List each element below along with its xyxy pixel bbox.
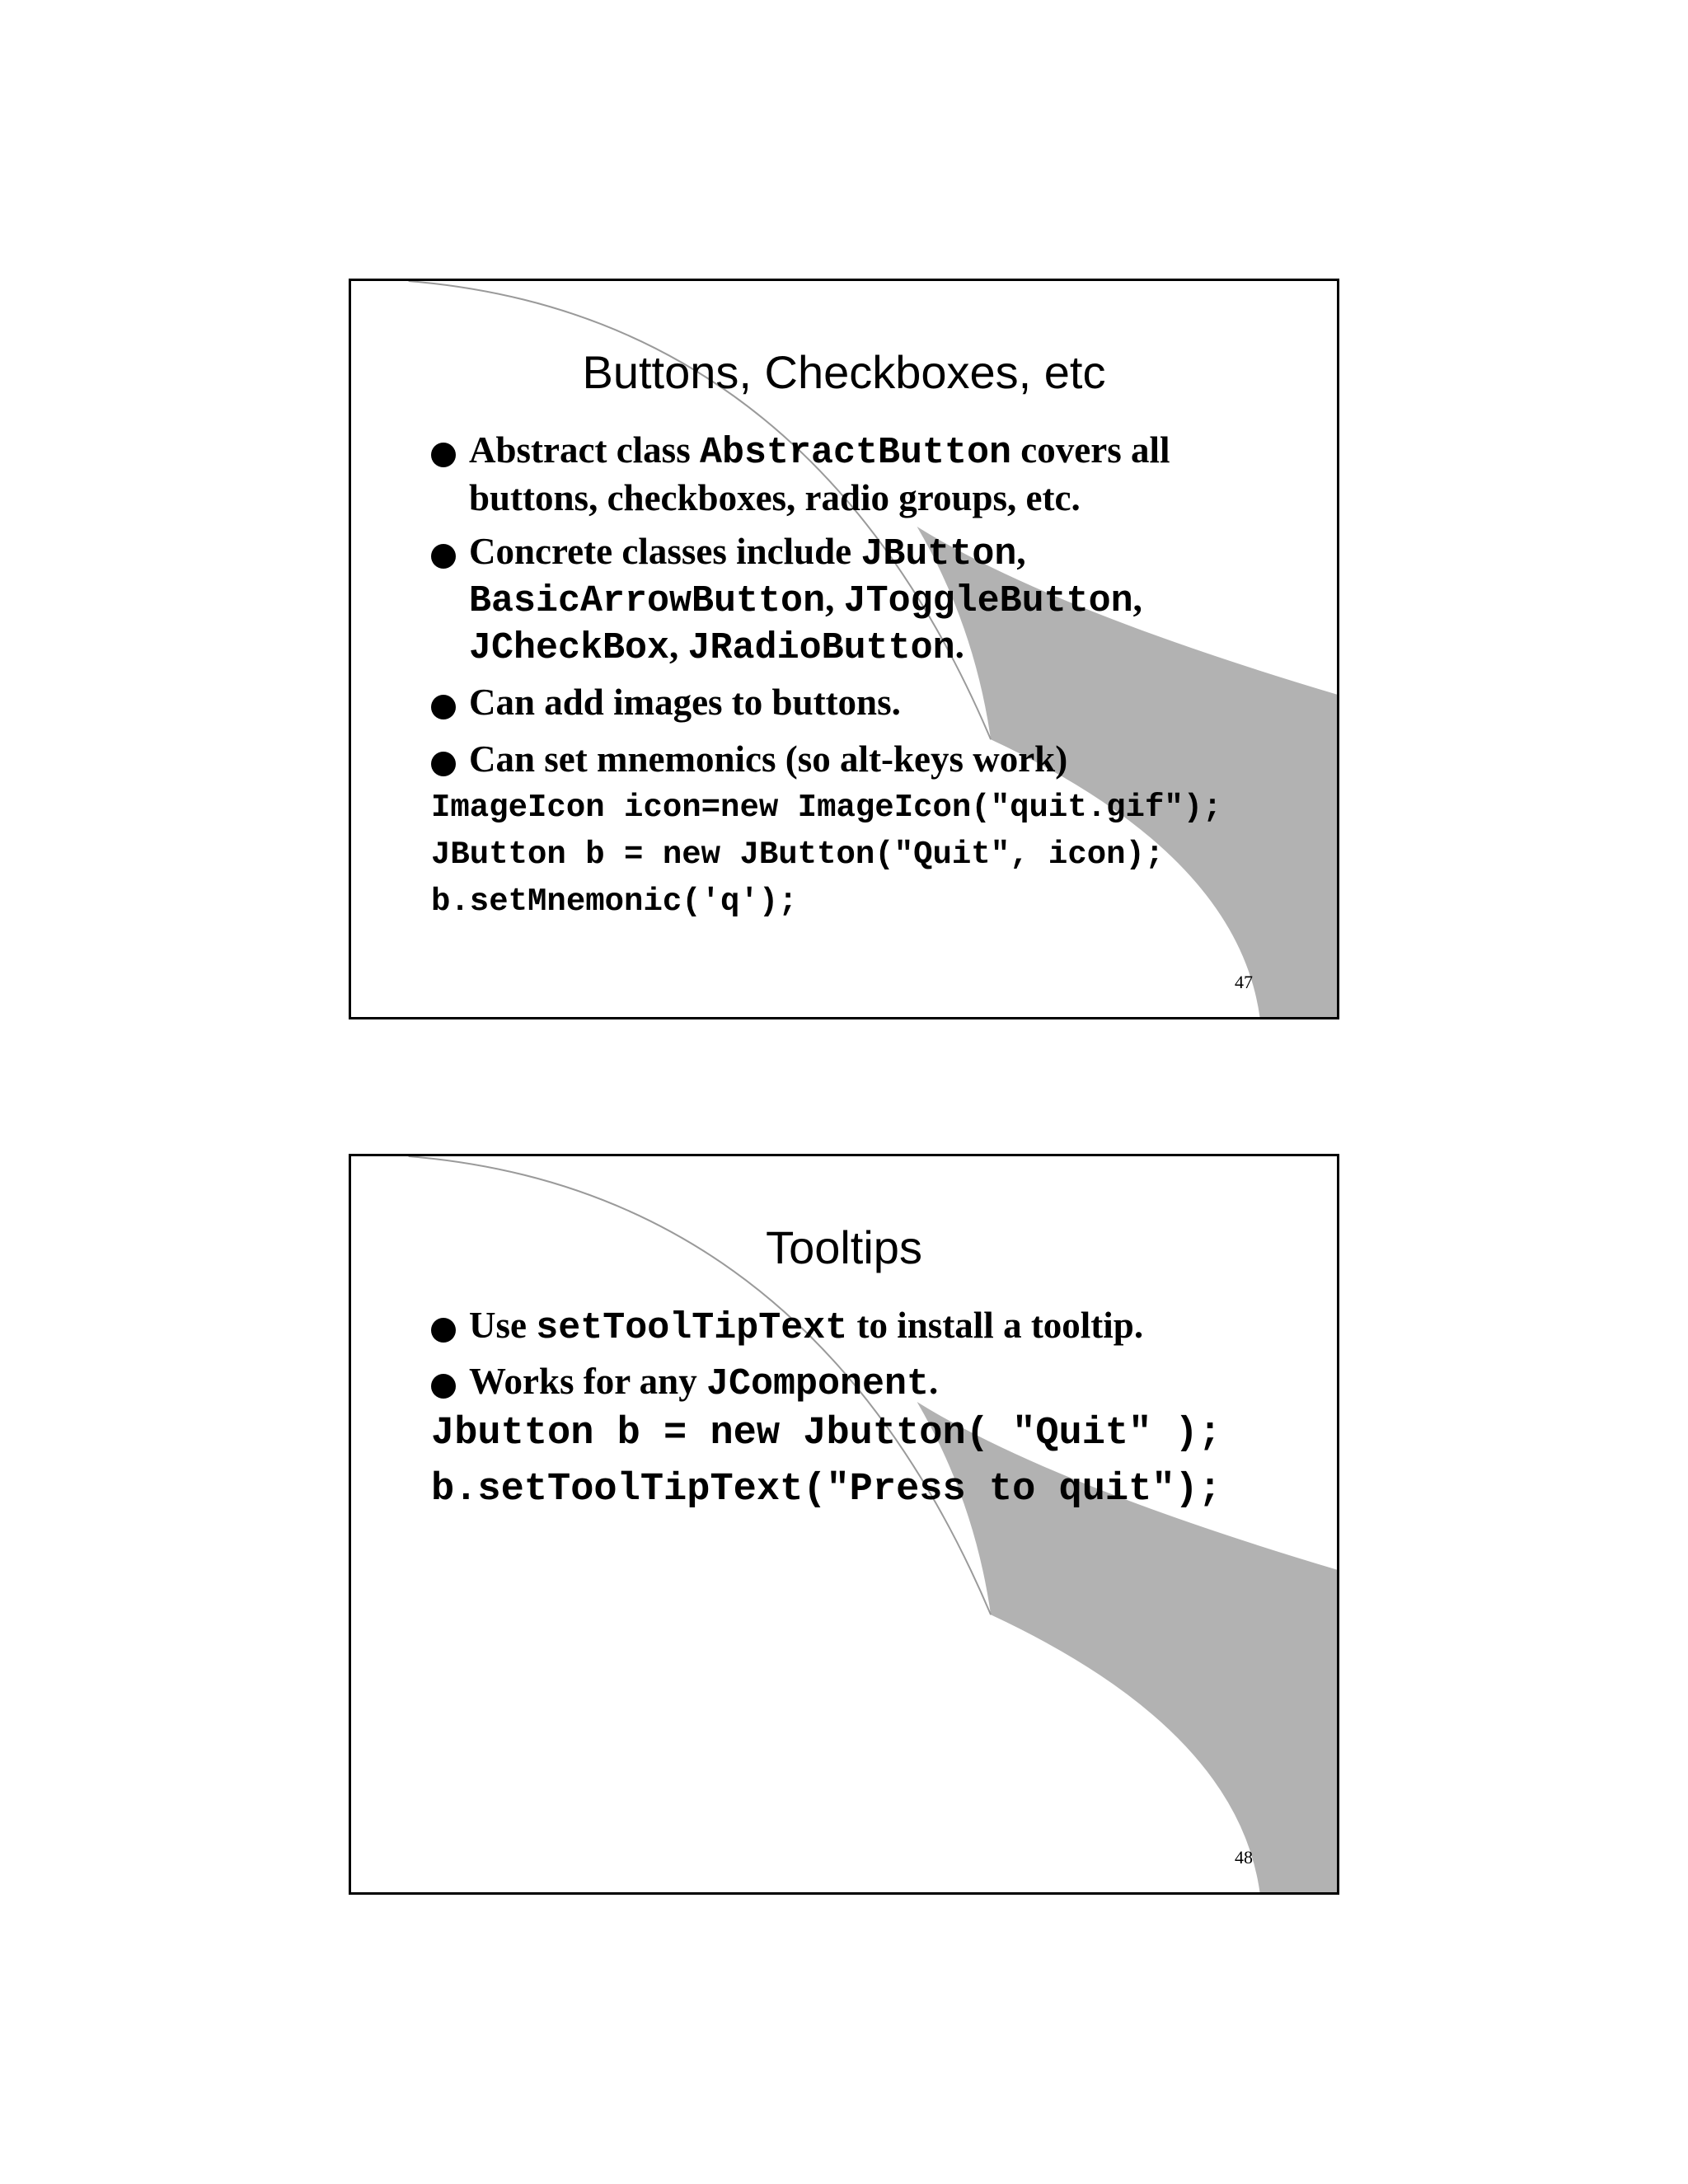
slide-47 xyxy=(349,279,1339,1019)
bullet-text: Can add images to buttons. xyxy=(469,682,901,723)
bullet-dot-icon xyxy=(431,1374,456,1399)
bullet-text-continuation: buttons, checkboxes, radio groups, etc. xyxy=(469,477,1081,518)
slide-title: Tooltips xyxy=(766,1221,922,1273)
bullet-dot-icon xyxy=(431,443,456,467)
code-line: JButton b = new JButton("Quit", icon); xyxy=(431,837,1165,873)
slide-48 xyxy=(349,1154,1339,1895)
code-line: ImageIcon icon=new ImageIcon("quit.gif"); xyxy=(431,790,1222,826)
page-number: 47 xyxy=(1235,972,1253,992)
bullet-dot-icon xyxy=(431,544,456,569)
bullet-text-continuation: BasicArrowButton, JToggleButton, xyxy=(469,578,1142,622)
page-number: 48 xyxy=(1235,1847,1253,1868)
bullet-text: Concrete classes include JButton, xyxy=(469,531,1026,575)
code-line: b.setToolTipText("Press to quit"); xyxy=(431,1468,1221,1511)
bullet-text: Abstract class AbstractButton covers all xyxy=(469,429,1170,474)
bullet-dot-icon xyxy=(431,752,456,776)
bullet-text-continuation: JCheckBox, JRadioButton. xyxy=(469,625,964,669)
bullet-dot-icon xyxy=(431,695,456,719)
code-line: Jbutton b = new Jbutton( "Quit" ); xyxy=(431,1412,1221,1455)
bullet-text: Can set mnemonics (so alt-keys work) xyxy=(469,738,1068,780)
slide-title: Buttons, Checkboxes, etc xyxy=(582,346,1106,398)
bullet-dot-icon xyxy=(431,1318,456,1343)
bullet-text: Use setToolTipText to install a tooltip. xyxy=(469,1305,1144,1349)
bullet-text: Works for any JComponent. xyxy=(469,1361,939,1405)
code-line: b.setMnemonic('q'); xyxy=(431,883,798,920)
